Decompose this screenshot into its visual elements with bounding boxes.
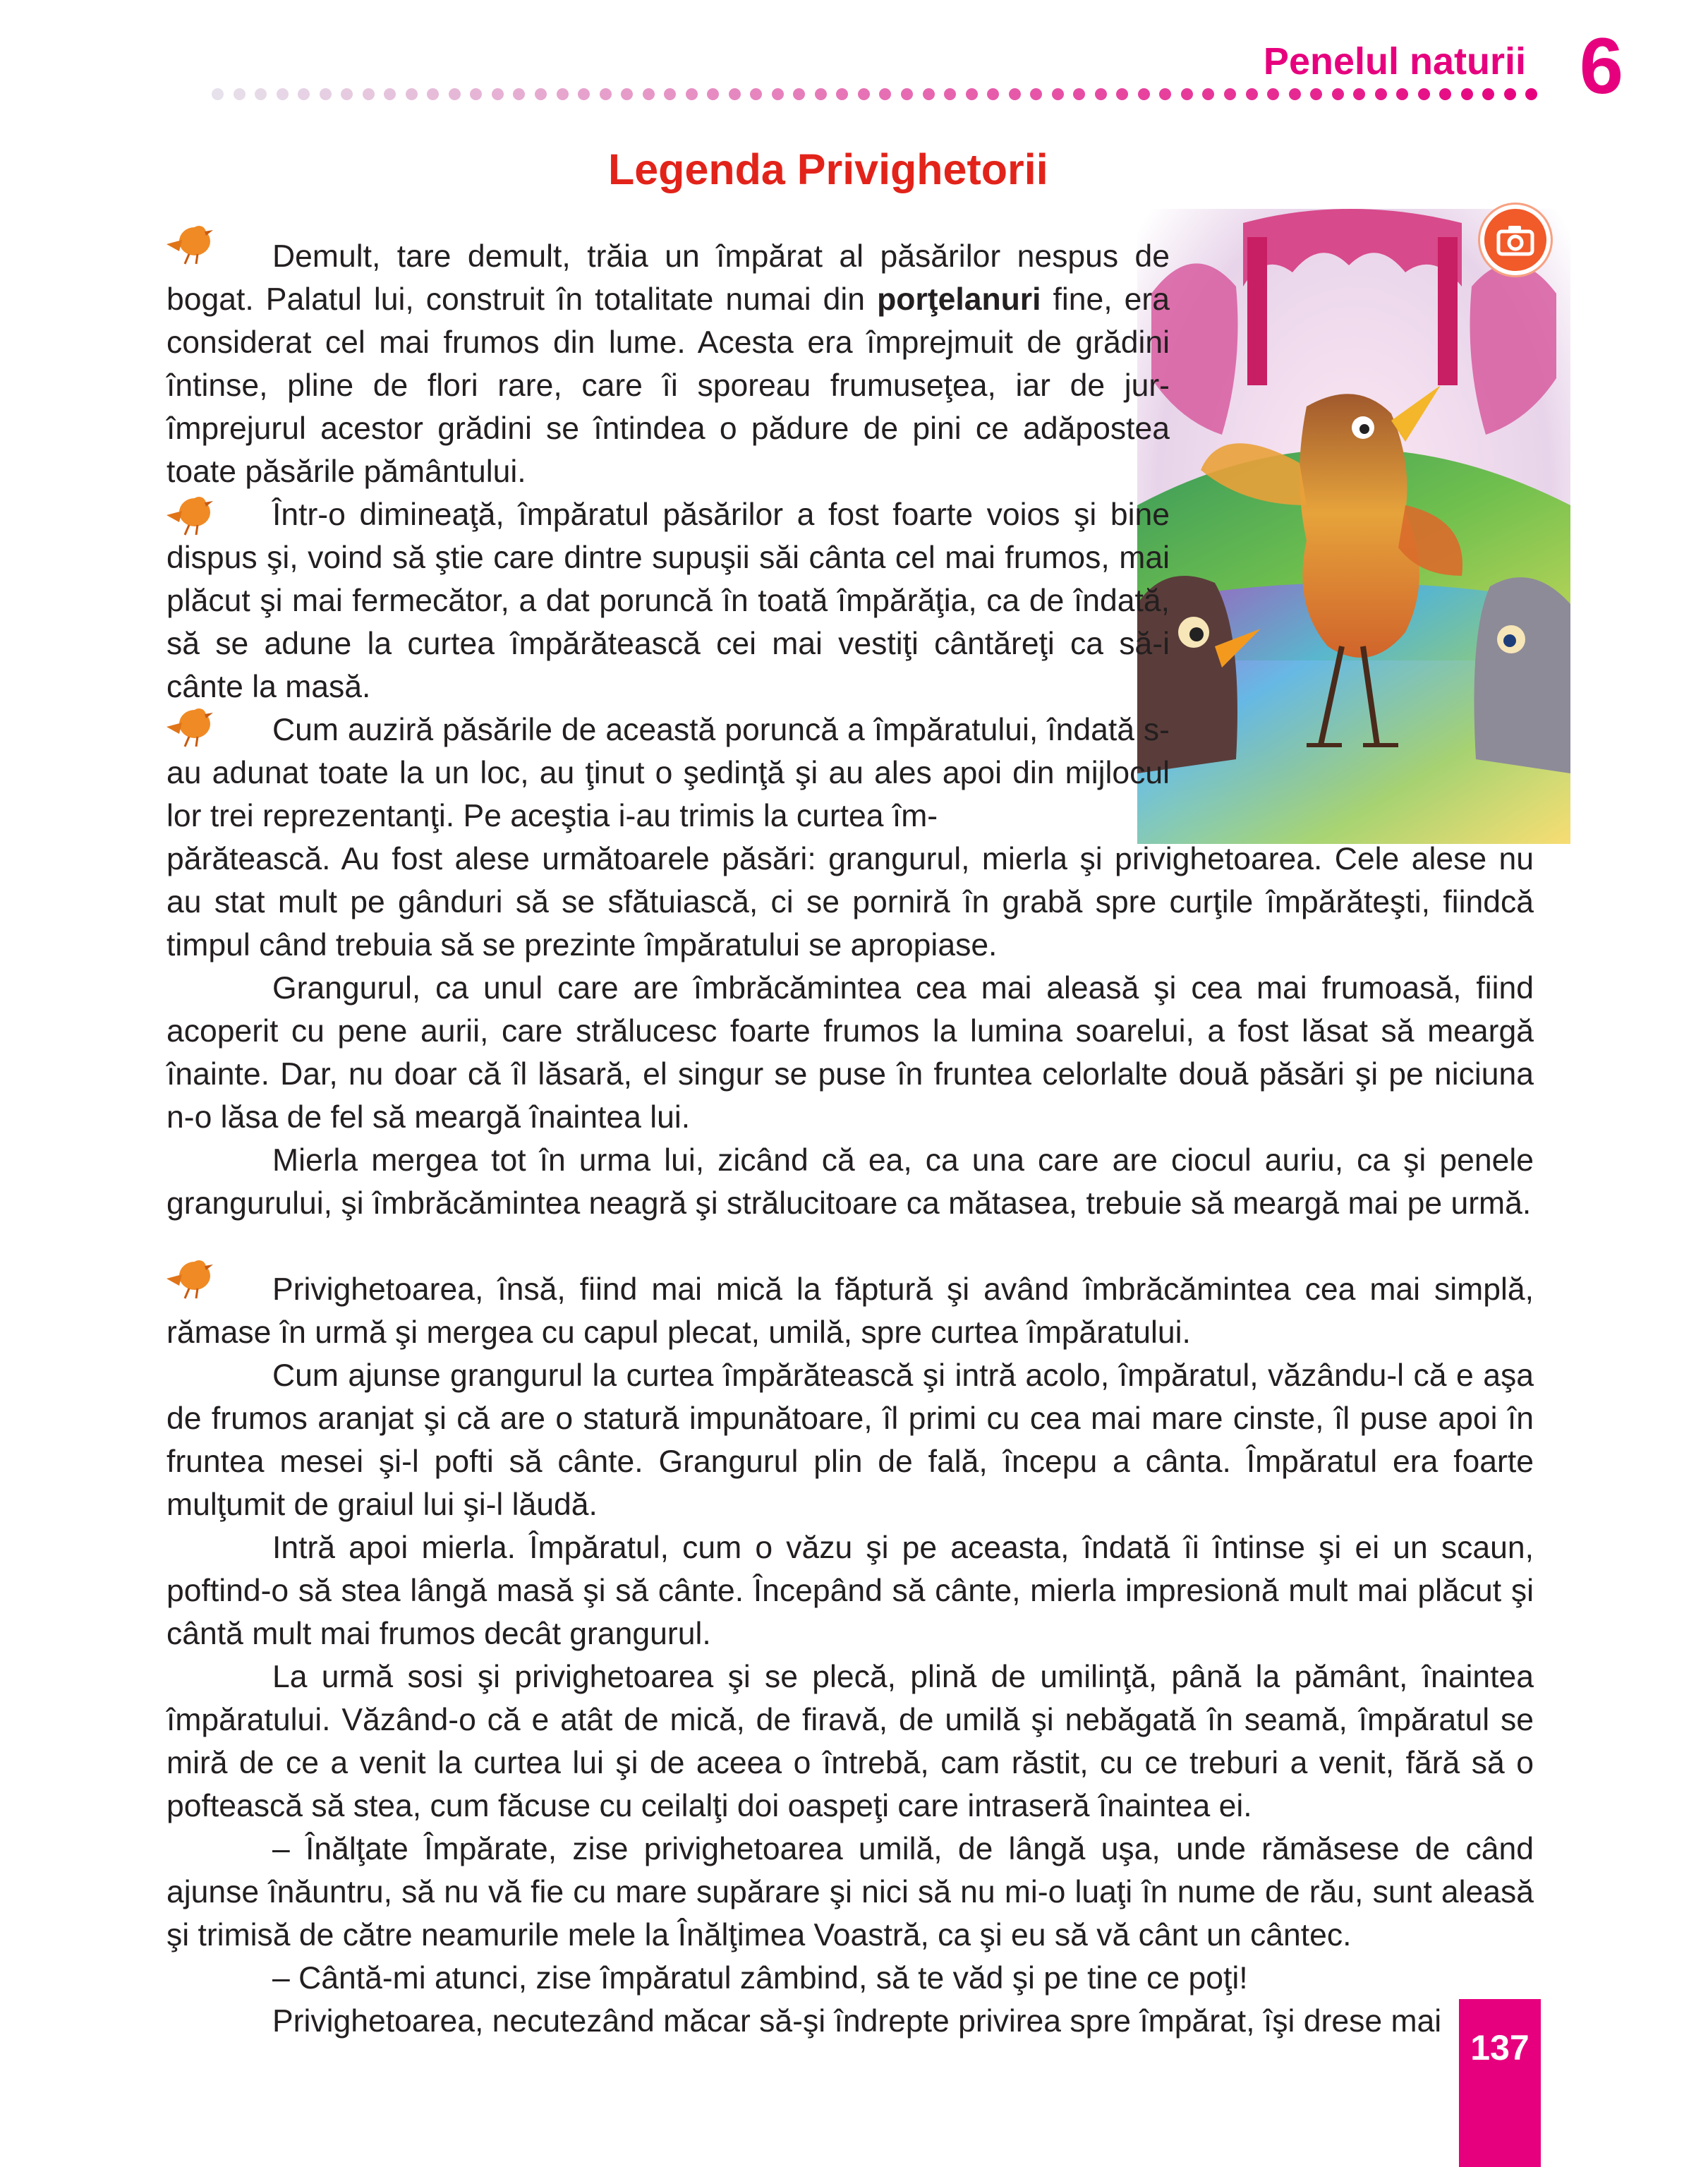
header-dot — [1332, 88, 1344, 100]
paragraph-text: – Înălţate Împărate, zise privighetoarea umilă, de lângă uşa, unde rămăsese de când ajunse înăuntru, să nu vă fie cu mare supărare şi nici să nu mi-o luaţi în nume de rău, sunt aleasă şi trimisă de către neamurile mele la Înălţimea Voastră, ca şi eu să vă cânt un cântec. — [166, 1832, 1534, 1952]
header-dot — [729, 88, 741, 100]
page-number: 137 — [1470, 2028, 1530, 2068]
story-paragraph-1 — [166, 235, 1170, 493]
header-dot — [1310, 88, 1322, 100]
header-dot — [750, 88, 762, 100]
header-dot — [449, 88, 461, 100]
paragraph-text: Mierla mergea tot în urma lui, zicând că ea, ca una care are ciocul auriu, ca şi penele grangurului, şi îmbrăcămintea neagră şi strălucitoare ca mătasea, trebuie să meargă mai pe urmă. — [166, 1143, 1534, 1221]
header-dot — [1482, 88, 1494, 100]
header-dot — [600, 88, 612, 100]
header-dot — [470, 88, 482, 100]
header-dot — [858, 88, 870, 100]
paragraph-text: Privighetoarea, însă, fiind mai mică la făptură şi având îmbrăcămintea cea mai simplă, rămase în urmă şi mergea cu capul plecat, umilă, spre curtea împăratului. — [166, 1272, 1534, 1350]
header-dot — [1159, 88, 1171, 100]
header-dot — [1052, 88, 1064, 100]
header-dot — [406, 88, 418, 100]
header-dot — [384, 88, 396, 100]
chapter-title: Penelul naturii — [1263, 40, 1526, 83]
header-dot — [341, 88, 353, 100]
header-dot — [1095, 88, 1107, 100]
camera-icon[interactable] — [1480, 205, 1551, 275]
story-paragraph-11 — [166, 1957, 1534, 2000]
header-dot — [212, 88, 224, 100]
paragraph-text: Cum auziră păsările de această poruncă a împăratului, îndată s-au adunat toate la un loc, au ţinut o şedinţă şi au ales apoi din mijlocul lor trei reprezentanţi. Pe aceştia i-au trimis la curtea îm- — [166, 713, 1170, 833]
story-paragraph-12 — [166, 2000, 1534, 2043]
header-dot — [836, 88, 848, 100]
paragraph-text: Grangurul, ca unul care are îmbrăcămintea cea mai aleasă şi cea mai frumoasă, fiind acoperit cu pene aurii, care strălucesc foarte frumos la lumina soarelui, a fost lăsat să meargă înainte. Dar, nu doar că îl lăsară, el singur se puse în fruntea celorlalte două păsări şi pe niciuna n-o lăsa de fel să meargă înaintea lui. — [166, 971, 1534, 1135]
header-dot — [1009, 88, 1021, 100]
paragraph-text: Privighetoarea, necutezând măcar să-şi îndrepte privirea spre împărat, îşi drese mai — [272, 2004, 1442, 2039]
header-dot — [966, 88, 978, 100]
story-title: Legenda Privighetorii — [608, 145, 1048, 193]
header-dot — [1289, 88, 1301, 100]
header-dotted-line — [212, 86, 1538, 102]
chapter-number: 6 — [1579, 22, 1623, 110]
header-dot — [255, 88, 267, 100]
header-dot — [901, 88, 913, 100]
header-dot — [1202, 88, 1214, 100]
header-dot — [1030, 88, 1042, 100]
header-dot — [1138, 88, 1150, 100]
paragraph-text: fine, era considerat cel mai frumos din lume. Acesta era împrejmuit de grădini întinse, pline de flori rare, care îi sporeau frumuseţea, iar de jur-împrejurul acestor grădini se întindea o pădure de pini ce adăpostea toate păsările pământului. — [166, 282, 1170, 489]
header-dot — [621, 88, 633, 100]
header-dot — [1224, 88, 1236, 100]
header-dot — [513, 88, 525, 100]
story-paragraph-3-start — [166, 708, 1170, 838]
paragraph-text: Demult, tare demult, trăia un împărat al păsărilor nespus de bogat. Palatul lui, construit în totalitate numai din — [166, 239, 1170, 317]
story-paragraph-2 — [166, 493, 1170, 708]
story-paragraph-5 — [166, 1139, 1534, 1225]
story-paragraph-3-end — [166, 838, 1534, 967]
header-dot — [923, 88, 935, 100]
header-dot — [427, 88, 439, 100]
header-dot — [492, 88, 504, 100]
header-dot — [234, 88, 246, 100]
header-dot — [1181, 88, 1193, 100]
header-dot — [535, 88, 547, 100]
header-dot — [815, 88, 827, 100]
paragraph-text: Cum ajunse grangurul la curtea împărătească şi intră acolo, împăratul, văzându-l că e aşa de frumos aranjat şi că are o statură impunătoare, îl primi cu cea mai mare cinste, îl puse apoi în fruntea mesei şi-l pofti să cânte. Grangurul plin de fală, începu a cânta. Împăratul era foarte mulţumit de graiul lui şi-l lăudă. — [166, 1358, 1534, 1522]
story-paragraph-6 — [166, 1268, 1534, 1354]
paragraph-text: Intră apoi mierla. Împăratul, cum o văzu şi pe aceasta, îndată îi întinse şi ei un scaun, poftind-o să stea lângă masă şi să cânte. Începând să cânte, mierla impresionă mult mai plăcut şi cântă mult mai frumos decât grangurul. — [166, 1531, 1534, 1651]
birds-illustration — [1137, 209, 1570, 844]
header-dot — [686, 88, 698, 100]
page-number-tab — [1459, 1999, 1541, 2167]
header-dot — [879, 88, 891, 100]
header-dot — [277, 88, 289, 100]
story-paragraph-9 — [166, 1655, 1534, 1828]
paragraph-text: – Cântă-mi atunci, zise împăratul zâmbind, să te văd şi pe tine ce poţi! — [272, 1961, 1248, 1996]
header-dot — [1525, 88, 1537, 100]
header-dot — [1504, 88, 1516, 100]
header-dot — [987, 88, 999, 100]
header-dot — [1439, 88, 1451, 100]
story-paragraph-8 — [166, 1526, 1534, 1655]
paragraph-text: părătească. Au fost alese următoarele păsări: grangurul, mierla şi privighetoarea. Cele alese nu au stat mult pe gânduri să se sfătuiască, ci se porniră în grabă spre curţile împărăteşti, fiindcă timpul când trebuia să se prezinte împăratului se apropiase. — [166, 842, 1534, 962]
header-dot — [1116, 88, 1128, 100]
header-dot — [1353, 88, 1365, 100]
header-dot — [707, 88, 719, 100]
header-dot — [1461, 88, 1473, 100]
header-dot — [664, 88, 676, 100]
header-dot — [1073, 88, 1085, 100]
header-dot — [1375, 88, 1387, 100]
header-dot — [1396, 88, 1408, 100]
header-dot — [1267, 88, 1279, 100]
header-dot — [1246, 88, 1258, 100]
story-paragraph-4 — [166, 967, 1534, 1139]
header-dot — [298, 88, 310, 100]
header-dot — [643, 88, 655, 100]
story-paragraph-7 — [166, 1354, 1534, 1526]
header-dot — [578, 88, 590, 100]
story-paragraph-10 — [166, 1828, 1534, 1957]
header-dot — [772, 88, 784, 100]
header-dot — [793, 88, 805, 100]
header-dot — [557, 88, 569, 100]
header-dot — [320, 88, 332, 100]
bold-term: porţelanuri — [877, 282, 1041, 317]
paragraph-text: Într-o dimineaţă, împăratul păsărilor a fost foarte voios şi bine dispus şi, voind să ştie care dintre supuşii săi cânta cel mai frumos, mai plăcut şi mai fermecător, a dat poruncă în toată împărăţia, ca de îndată, să se adune la curtea împărătească cei mai vestiţi cântăreţi ca să-i cânte la masă. — [166, 497, 1170, 704]
header-dot — [363, 88, 375, 100]
paragraph-text: La urmă sosi şi privighetoarea şi se plecă, plină de umilinţă, până la pământ, înaintea împăratului. Văzând-o că e atât de mică, de firavă, de umilă şi nebăgată în seamă, împăratul se miră de ce a venit la curtea lui şi de aceea o întrebă, cam răstit, cu ce treburi a venit, fără să o poftească să stea, cum făcuse cu ceilalţi doi oaspeţi care intraseră înaintea ei. — [166, 1660, 1534, 1823]
header-dot — [1418, 88, 1430, 100]
header-dot — [944, 88, 956, 100]
